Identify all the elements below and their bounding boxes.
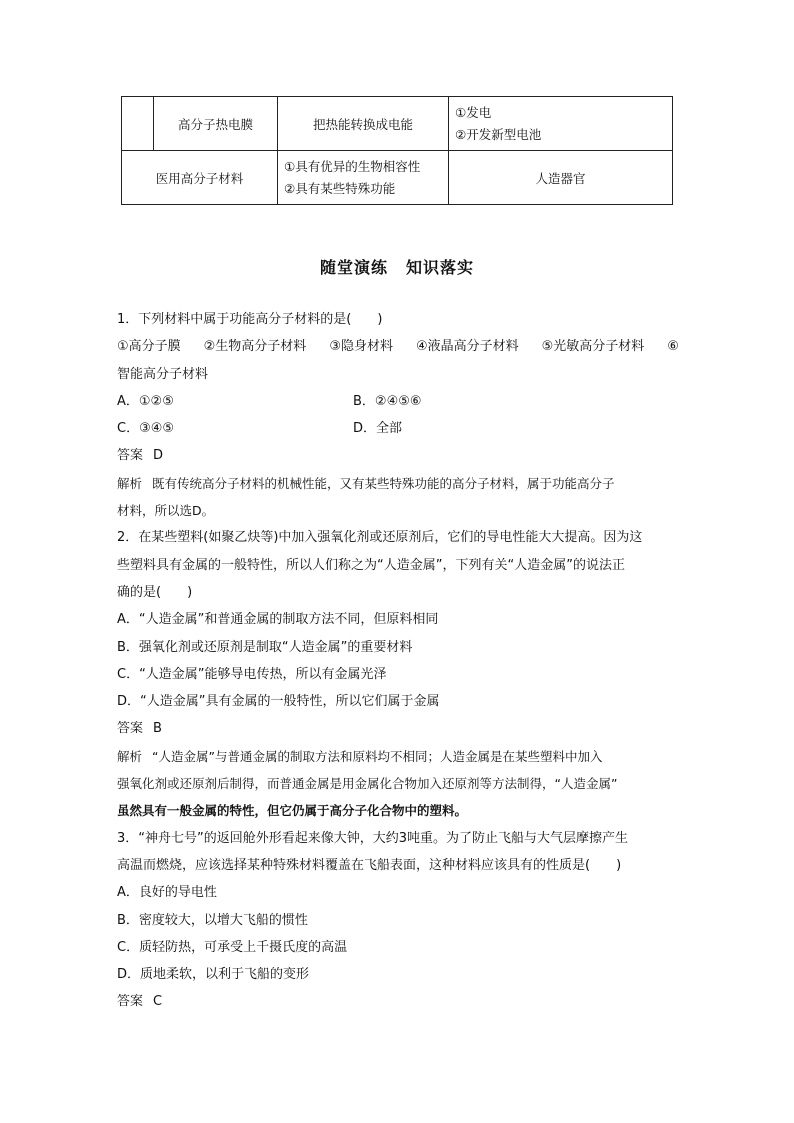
question-items: ①高分子膜 ②生物高分子材料 ③隐身材料 ④液晶高分子材料 ⑤光敏高分子材料 ⑥ — [117, 339, 679, 355]
table-cell-blank — [122, 97, 154, 151]
option-b: B．②④⑤⑥ — [353, 393, 422, 409]
option-c: C．“人造金属”能够导电传热，所以有金属光泽 — [117, 666, 387, 682]
table-cell-function: ①具有优异的生物相容性 ②具有某些特殊功能 — [278, 151, 449, 205]
option-b: B．强氧化剂或还原剂是制取“人造金属”的重要材料 — [117, 639, 413, 655]
table-cell-uses: 人造器官 — [449, 151, 673, 205]
analysis: 解析 既有传统高分子材料的机械性能，又有某些特殊功能的高分子材料，属于功能高分子 — [117, 475, 615, 491]
analysis-cont: 虽然具有一般金属的特性，但它仍属于高分子化合物中的塑料。 — [117, 803, 468, 819]
table-cell-function: 把热能转换成电能 — [278, 97, 449, 151]
answer: 答案 B — [117, 721, 162, 737]
question-items: 智能高分子材料 — [117, 366, 209, 382]
option-d: D．“人造金属”具有金属的一般特性，所以它们属于金属 — [117, 694, 440, 710]
option-d: D．质地柔软，以利于飞船的变形 — [117, 967, 310, 983]
question-stem: 1．下列材料中属于功能高分子材料的是( ) — [117, 312, 383, 327]
table-row — [122, 97, 673, 151]
option-a: A．①②⑤ — [117, 393, 174, 409]
question-stem: 2．在某些塑料(如聚乙炔等)中加入强氧化剂或还原剂后，它们的导电性能大大提高。因为这 — [117, 530, 643, 546]
question-stem: 些塑料具有金属的一般特性，所以人们称之为“人造金属”，下列有关“人造金属”的说法正 — [117, 557, 625, 573]
table-cell-uses: ①发电 ②开发新型电池 — [449, 97, 673, 151]
materials-table — [121, 96, 673, 205]
question-stem: 确的是( ) — [117, 584, 193, 600]
table-cell-name: 医用高分子材料 — [122, 151, 278, 205]
option-row — [117, 388, 679, 415]
option-a: A．良好的导电性 — [117, 885, 217, 901]
section-title: 随堂演练 知识落实 — [319, 258, 475, 277]
option-a: A．“人造金属”和普通金属的制取方法不同，但原料相同 — [117, 612, 439, 628]
question-stem: 高温而燃烧，应该选择某种特殊材料覆盖在飞船表面，这种材料应该具有的性质是( ) — [117, 857, 622, 873]
question-stem: 3．“神舟七号”的返回舱外形看起来像大钟，大约3吨重。为了防止飞船与大气层摩擦产生 — [117, 830, 629, 846]
answer: 答案 D — [117, 448, 164, 464]
exercise-content — [117, 306, 679, 1016]
option-b: B．密度较大，以增大飞船的惯性 — [117, 912, 308, 928]
table-cell-name: 高分子热电膜 — [154, 97, 278, 151]
analysis-cont: 材料，所以选D。 — [117, 503, 215, 519]
option-d: D．全部 — [353, 421, 403, 437]
option-row — [117, 415, 679, 442]
answer: 答案 C — [117, 994, 163, 1010]
analysis-cont: 强氧化剂或还原剂后制得，而普通金属是用金属化合物加入还原剂等方法制得，“人造金属” — [117, 776, 618, 792]
option-c: C．质轻防热，可承受上千摄氏度的高温 — [117, 939, 348, 955]
option-c: C．③④⑤ — [117, 421, 175, 437]
analysis: 解析 “人造金属”与普通金属的制取方法和原料均不相同；人造金属是在某些塑料中加入 — [117, 748, 603, 764]
table-row — [122, 151, 673, 205]
